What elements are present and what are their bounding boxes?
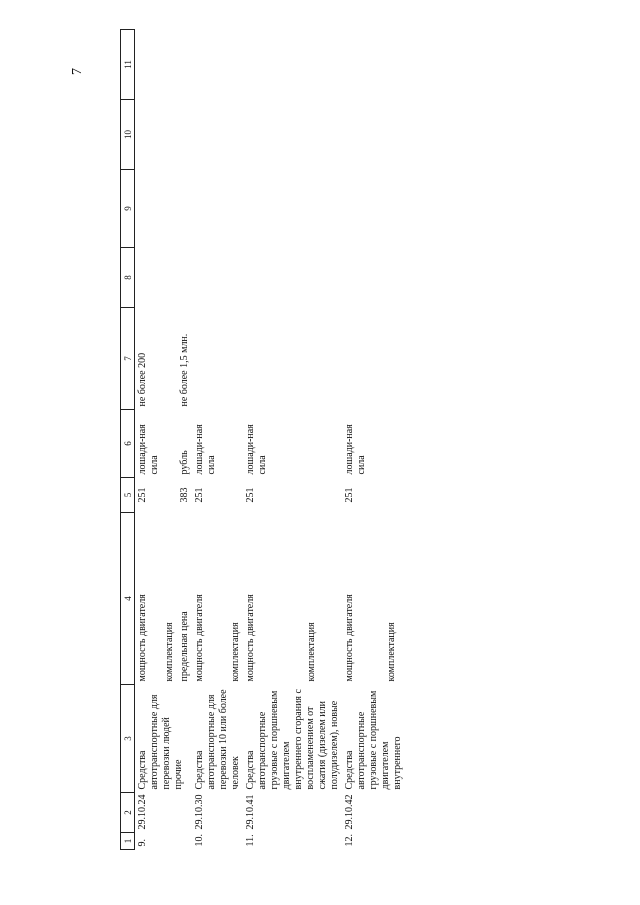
column-number-header-row: [121, 30, 135, 850]
rotated-table-container: [120, 30, 590, 850]
header-cell: 8: [121, 248, 135, 308]
parameter-name: предельная цена: [179, 611, 190, 682]
limit-value: не более 200: [137, 352, 148, 407]
okei-code: 251: [344, 487, 355, 503]
unit-name: лошади-ная сила: [137, 424, 160, 475]
parameter-name: комплектация: [386, 622, 398, 682]
table-row: [243, 30, 296, 850]
unit-name: лошади-ная сила: [194, 424, 217, 475]
parameter-name: комплектация: [164, 622, 175, 682]
okpd-code: 29.10.24: [137, 794, 148, 830]
okpd-code: 29.10.42: [344, 794, 355, 830]
unit-name: лошади-ная сила: [245, 424, 268, 475]
row-number: 9.: [137, 839, 148, 847]
okei-code: 251: [194, 487, 205, 503]
row-number: 12.: [344, 834, 355, 847]
header-cell: 1: [121, 833, 135, 850]
row-number: 11.: [245, 834, 256, 847]
okei-code: 251: [245, 487, 256, 503]
parameter-name: мощность двигателя: [344, 594, 355, 682]
limit-value: не более 1,5 млн.: [179, 333, 190, 407]
unit-name: рубль: [179, 450, 190, 475]
specifications-table: [120, 29, 405, 850]
row-number: 10.: [194, 834, 205, 847]
header-cell: 11: [121, 30, 135, 100]
header-cell: 2: [121, 793, 135, 833]
page-number: 7: [70, 68, 85, 75]
okpd-code: 29.10.30: [194, 794, 205, 830]
parameter-name: мощность двигателя: [245, 594, 256, 682]
unit-name: лошади-ная сила: [344, 424, 367, 475]
header-cell: 10: [121, 100, 135, 170]
header-cell: 9: [121, 170, 135, 248]
table-row: [135, 30, 163, 850]
empty-cell: [135, 248, 163, 308]
parameter-name: комплектация: [306, 622, 318, 682]
header-cell: 3: [121, 685, 135, 793]
header-cell: 4: [121, 513, 135, 685]
table-row: [342, 30, 376, 850]
empty-cell: [135, 170, 163, 248]
item-name: Средства автотранспортные грузовые с поршневым двигателем внутреннего: [344, 690, 403, 790]
item-name: Средства автотранспортные грузовые с поршневым двигателем внутреннего сгорания с воспламенением от сжатия (дизелем или полудизелем), новые: [245, 689, 340, 790]
okei-code: 383: [179, 487, 190, 503]
empty-cell: [135, 30, 163, 100]
parameter-name: мощность двигателя: [137, 594, 148, 682]
header-cell: 5: [121, 478, 135, 513]
item-name: Средства автотранспортные для перевозки людей прочие: [137, 694, 184, 790]
parameter-name: комплектация: [229, 622, 241, 682]
header-cell: 7: [121, 308, 135, 410]
parameter-name: мощность двигателя: [194, 594, 205, 682]
okpd-code: 29.10.41: [245, 794, 256, 830]
item-name: Средства автотранспортные для перевозки 10 или более человек: [194, 689, 241, 790]
okei-code: 251: [137, 487, 148, 503]
table-row: [192, 30, 220, 850]
empty-cell: [135, 100, 163, 170]
header-cell: 6: [121, 410, 135, 478]
